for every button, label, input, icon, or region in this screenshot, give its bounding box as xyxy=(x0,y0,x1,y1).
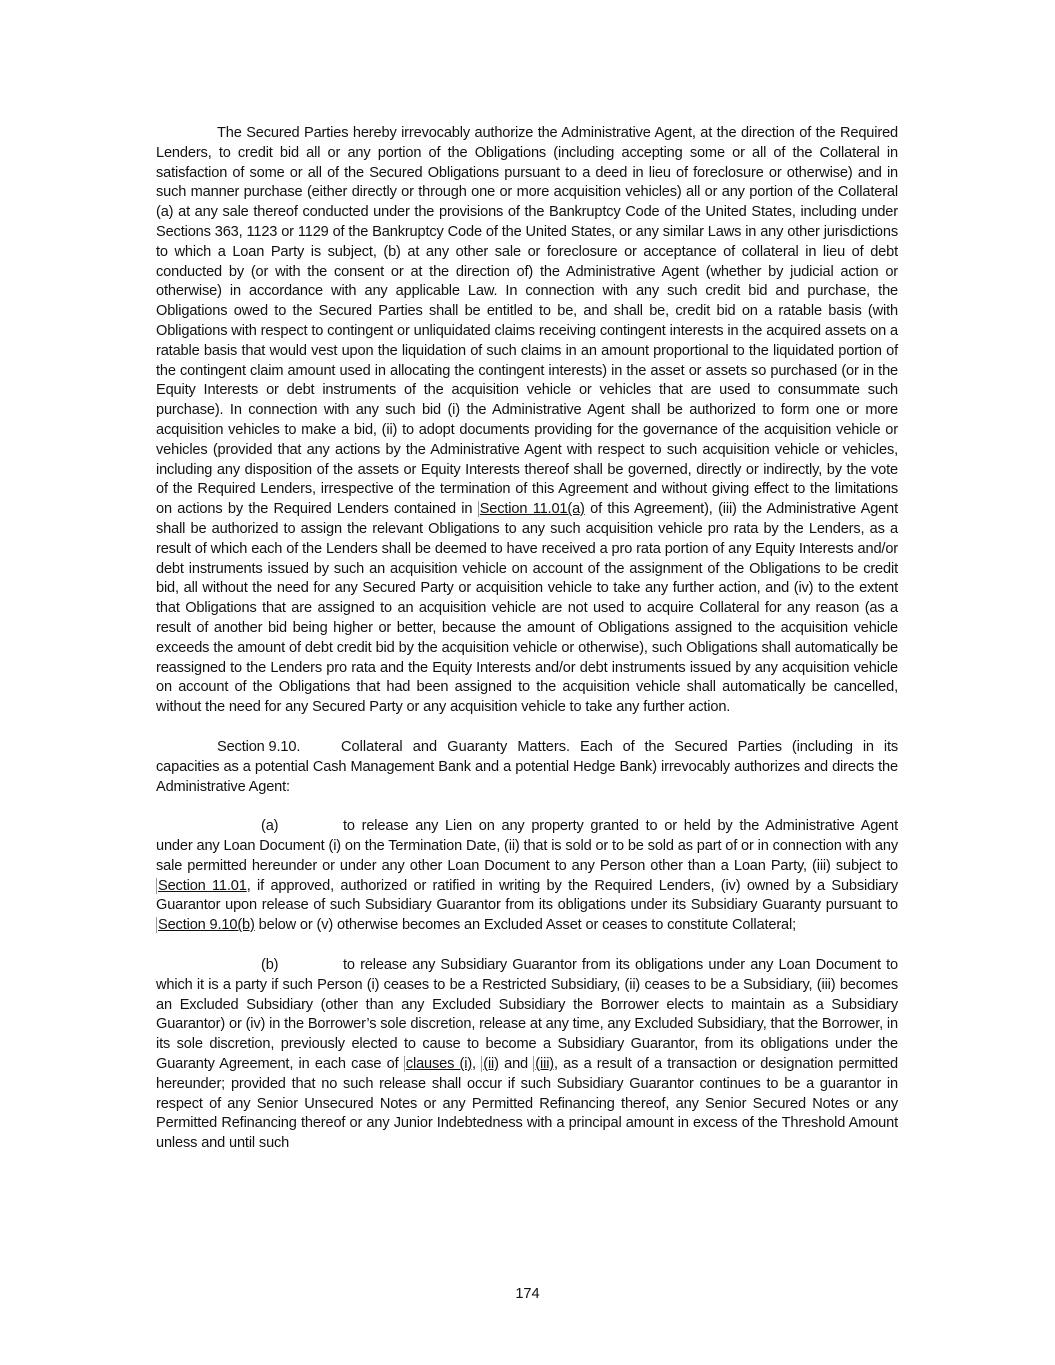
clause-a-text: , if approved, authorized or ratified in writing by the Required Lenders, (iv) owned by a Subsidiary Guarantor upon release of such Subsidiary Guarantor from its obligations under its Subsidiary Guaranty pursuant to xyxy=(156,877,899,914)
document-body xyxy=(156,124,898,1174)
clause-b-separator: and xyxy=(498,1056,534,1073)
paragraph-text: The Secured Parties hereby irrevocably authorize the Administrative Agent, at the direction of the Required Lenders, to credit bid all or any portion of the Obligations (including accepting some or all of the Collateral in satisfaction of some or all of the Secured Obligations pursuant to a deed in lieu of foreclosure or otherwise) and in such manner purchase (either directly or through one or more acquisition vehicles) all or any portion of the Collateral (a) at any sale thereof conducted under the provisions of the Bankruptcy Code of the United States, including under Sections 363, 1123 or 1129 of the Bankruptcy Code of the United States, or any similar Laws in any other jurisdictions to which a Loan Party is subject, (b) at any other sale or foreclosure or acceptance of collateral in lieu of debt conducted by (or with the consent or at the direction of) the Administrative Agent (whether by judicial action or otherwise) in accordance with any applicable Law. In connection with any such credit bid and purchase, the Obligations owed to the Secured Parties shall be entitled to be, and shall be, credit bid on a ratable basis (with Obligations with respect to contingent or unliquidated claims receiving contingent interests in the acquired assets on a ratable basis that would vest upon the liquidation of such claims in an amount proportional to the liquidated portion of the contingent claim amount used in allocating the contingent interests) in the asset or assets so purchased (or in the Equity Interests or debt instruments of the acquisition vehicle or vehicles that are used to consummate such purchase). In connection with any such bid (i) the Administrative Agent shall be authorized to form one or more acquisition vehicles to make a bid, (ii) to adopt documents providing for the governance of the acquisition vehicle or vehicles (provided that any actions by the Administrative Agent with respect to such acquisition vehicle or vehicles, including any disposition of the assets or Equity Interests thereof shall be governed, directly or indirectly, by the vote of the Required Lenders, irrespective of the termination of this Agreement and without giving effect to the limitations on actions by the Required Lenders contained in xyxy=(156,125,898,518)
credit-bid-paragraph xyxy=(156,124,898,718)
paragraph-text: of this Agreement), (iii) the Administrative Agent shall be authorized to assign the relevant Obligations to any such acquisition vehicle pro rata by the Lenders, as a result of which each of the Lenders shall be deemed to have received a pro rata portion of any Equity Interests and/or debt instruments issued by such an acquisition vehicle on account of the assignment of the Obligations to be credit bid, all without the need for any Secured Party or acquisition vehicle to take any further action, and (iv) to the extent that Obligations that are assigned to an acquisition vehicle are not used to acquire Collateral for any reason (as a result of another bid being higher or better, because the amount of Obligations assigned to the acquisition vehicle exceeds the amount of debt credit bid by the acquisition vehicle or otherwise), such Obligations shall automatically be reassigned to the Lenders pro rata and the Equity Interests and/or debt instruments issued by any acquisition vehicle on account of the Obligations that had been assigned to the acquisition vehicle shall automatically be cancelled, without the need for any Secured Party or any acquisition vehicle to take any further action. xyxy=(156,501,899,716)
section-intro-text: Each of the Secured Parties (including in its capacities as a potential Cash Management Bank and a potential Hedge Bank) irrevocably authorizes and directs the Administrative Agent: xyxy=(156,738,898,795)
section-number: Section 9.10. xyxy=(217,738,301,755)
clause-b-paragraph xyxy=(156,956,898,1154)
clause-a-text: below or (v) otherwise becomes an Excluded Asset or ceases to constitute Collateral; xyxy=(254,917,797,934)
clauses-i-link[interactable]: clauses (i) xyxy=(405,1056,473,1073)
section-9-10b-link[interactable]: Section 9.10(b) xyxy=(158,917,255,934)
clause-a-text: to release any Lien on any property granted to or held by the Administrative Agent under any Loan Document (i) on the Termination Date, (ii) that is sold or to be sold as part of or in connection with any sale permitted hereunder or under any other Loan Document to any Person other than a Loan Party, (iii) subject to xyxy=(156,818,898,874)
clause-ii-link[interactable]: (ii) xyxy=(483,1056,499,1073)
section-11-01-link[interactable]: Section 11.01 xyxy=(158,877,247,894)
provided-term: provided xyxy=(230,1075,286,1092)
clause-a-paragraph xyxy=(156,817,898,936)
clause-b-separator: , xyxy=(472,1056,482,1073)
clause-b-text: , as a result of a transaction or designation permitted hereunder; xyxy=(156,1056,898,1092)
page-number: 174 xyxy=(515,1286,540,1302)
clause-b-text: that no such release shall occur if such Subsidiary Guarantor continues to be a guarantor in respect of any Senior Unsecured Notes or any Permitted Refinancing thereof, any Senior Secured Notes or any Permitted Refinancing thereof or any Junior Indebtedness with a principal amount in excess of the Threshold Amount unless and until such xyxy=(156,1075,898,1152)
section-11-01a-link[interactable]: Section 11.01(a) xyxy=(479,501,585,518)
section-heading: Collateral and Guaranty Matters. xyxy=(341,738,571,755)
clause-b-label: (b) xyxy=(261,957,279,974)
section-9-10-paragraph xyxy=(156,738,898,797)
clause-iii-link[interactable]: (iii) xyxy=(535,1056,554,1073)
clause-a-label: (a) xyxy=(261,818,279,835)
clause-b-text: to release any Subsidiary Guarantor from its obligations under any Loan Document to which it is a party if such Person (i) ceases to be a Restricted Subsidiary, (ii) ceases to be a Subsidiary, (iii) becomes an Excluded Subsidiary (other than any Excluded Subsidiary the Borrower elects to maintain as a Subsidiary Guarantor) or (iv) in the Borrower’s sole discretion, release at any time, any Excluded Subsidiary, that the Borrower, in its sole discretion, previously elected to cause to become a Subsidiary Guarantor, from its obligations under the Guaranty Agreement, in each case of xyxy=(156,957,898,1073)
